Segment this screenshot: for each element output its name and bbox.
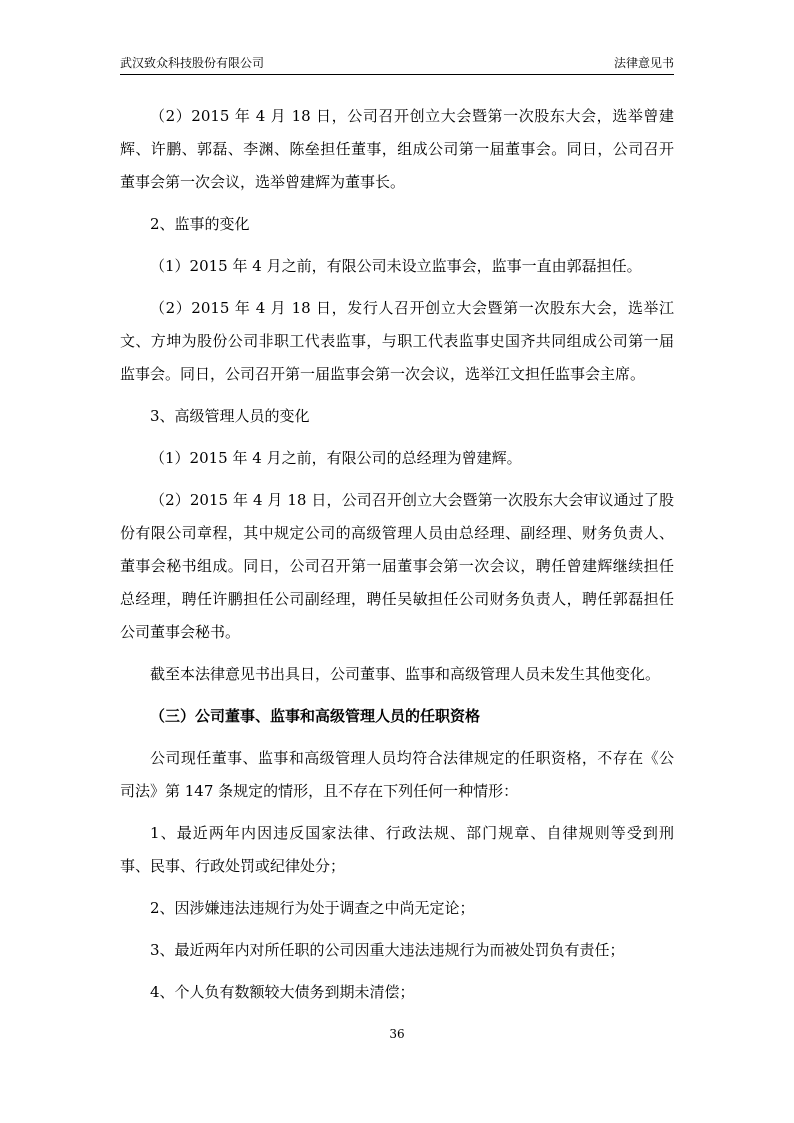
paragraph-supervisor-change-1: （1）2015 年 4 月之前，有限公司未设立监事会，监事一直由郭磊担任。 [150,257,642,275]
list-item-2: 2、因涉嫌违法违规行为处于调查之中尚无定论； [150,899,475,917]
list-item-4: 4、个人负有数额较大债务到期未清偿； [150,983,415,1001]
section-heading-qualifications: （三）公司董事、监事和高级管理人员的任职资格 [150,707,481,725]
page-header [120,54,674,75]
header-doc-type: 法律意见书 [613,56,674,70]
list-item-3: 3、最近两年内对所任职的公司因重大违法违规行为而被处罚负有责任； [150,941,625,959]
document-body [120,100,674,1018]
header-company: 武汉致众科技股份有限公司 [120,56,265,70]
paragraph-supervisor-change-2: （2）2015 年 4 月 18 日，发行人召开创立大会暨第一次股东大会，选举江文、方坤为股份公司非职工代表监事，与职工代表监事史国齐共同组成公司第一届监事会。同日，公司召开第一届监事会第一次会议，选举江文担任监事会主席。 [120,299,674,383]
paragraph-director-change-2: （2）2015 年 4 月 18 日，公司召开创立大会暨第一次股东大会，选举曾建辉、许鹏、郭磊、李渊、陈垒担任董事，组成公司第一届董事会。同日，公司召开董事会第一次会议，选举曾建辉为董事长。 [120,107,674,191]
paragraph-no-other-changes: 截至本法律意见书出具日，公司董事、监事和高级管理人员未发生其他变化。 [150,665,661,683]
list-item-1: 1、最近两年内因违反国家法律、行政法规、部门规章、自律规则等受到刑 事、民事、行政处罚或纪律处分； [120,824,674,875]
paragraph-management-change-2: （2）2015 年 4 月 18 日，公司召开创立大会暨第一次股东大会审议通过了股份有限公司章程，其中规定公司的高级管理人员由总经理、副经理、财务负责人、董事会秘书组成。同日，公司召开第一届董事会第一次会议，聘任曾建辉继续担任总经理，聘任许鹏担任公司副经理，聘任吴敏担任公司财务负责人，聘任郭磊担任公司董事会秘书。 [120,491,674,641]
paragraph-qualifications-intro: 公司现任董事、监事和高级管理人员均符合法律规定的任职资格，不存在《公司法》第 147 条规定的情形，且不存在下列任何一种情形： [120,749,674,800]
paragraph-management-change-1: （1）2015 年 4 月之前，有限公司的总经理为曾建辉。 [150,449,522,467]
heading-supervisor-change: 2、监事的变化 [150,215,250,233]
heading-senior-management-change: 3、高级管理人员的变化 [150,407,310,425]
page-number: 36 [389,1027,405,1041]
